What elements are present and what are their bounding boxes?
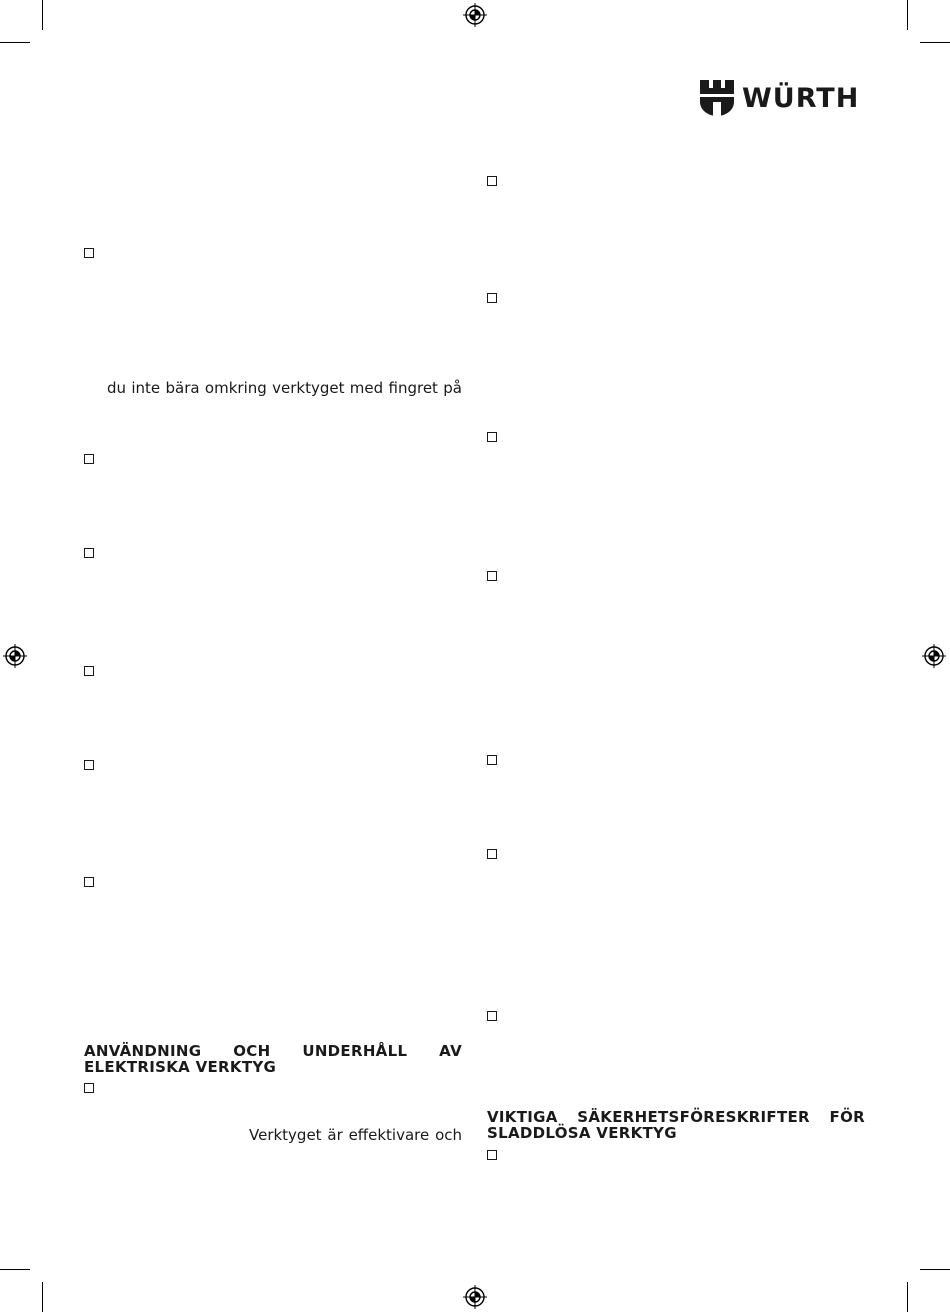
checkbox[interactable] [487,849,497,859]
checkbox[interactable] [84,548,94,558]
section-heading-line: ELEKTRISKA VERKTYG [84,1058,277,1076]
section-heading-line: SLADDLÖSA VERKTYG [487,1124,677,1142]
checkbox[interactable] [487,293,497,303]
section-heading-line: ANVÄNDNING OCH UNDERHÅLL AV [84,1042,462,1060]
checkbox[interactable] [84,454,94,464]
registration-mark-icon [463,3,487,27]
checkbox[interactable] [84,248,94,258]
registration-mark-icon [3,644,27,668]
checkbox[interactable] [487,432,497,442]
checkbox[interactable] [84,1083,94,1093]
checkbox[interactable] [84,760,94,770]
brand-name: WÜRTH [742,82,860,114]
crop-mark [907,1282,908,1312]
crop-mark [907,0,908,30]
section-heading [487,1109,865,1141]
checkbox[interactable] [487,1011,497,1021]
body-text-fragment: du inte bära omkring verktyget med fingret på [107,379,462,397]
section-heading [84,1043,462,1075]
crop-mark [920,42,950,43]
wurth-logo [700,80,859,116]
checkbox[interactable] [487,755,497,765]
crop-mark [0,42,30,43]
crop-mark [42,1282,43,1312]
section-heading-line: VIKTIGA SÄKERHETSFÖRESKRIFTER FÖR [487,1108,865,1126]
checkbox[interactable] [487,176,497,186]
checkbox[interactable] [84,877,94,887]
checkbox[interactable] [487,1150,497,1160]
crop-mark [42,0,43,30]
crop-mark [920,1269,950,1270]
wurth-emblem-icon [700,80,734,116]
checkbox[interactable] [84,666,94,676]
registration-mark-icon [922,644,946,668]
registration-mark-icon [463,1285,487,1309]
checkbox[interactable] [487,571,497,581]
crop-mark [0,1269,30,1270]
body-text-fragment: Verktyget är effektivare och [249,1126,462,1144]
